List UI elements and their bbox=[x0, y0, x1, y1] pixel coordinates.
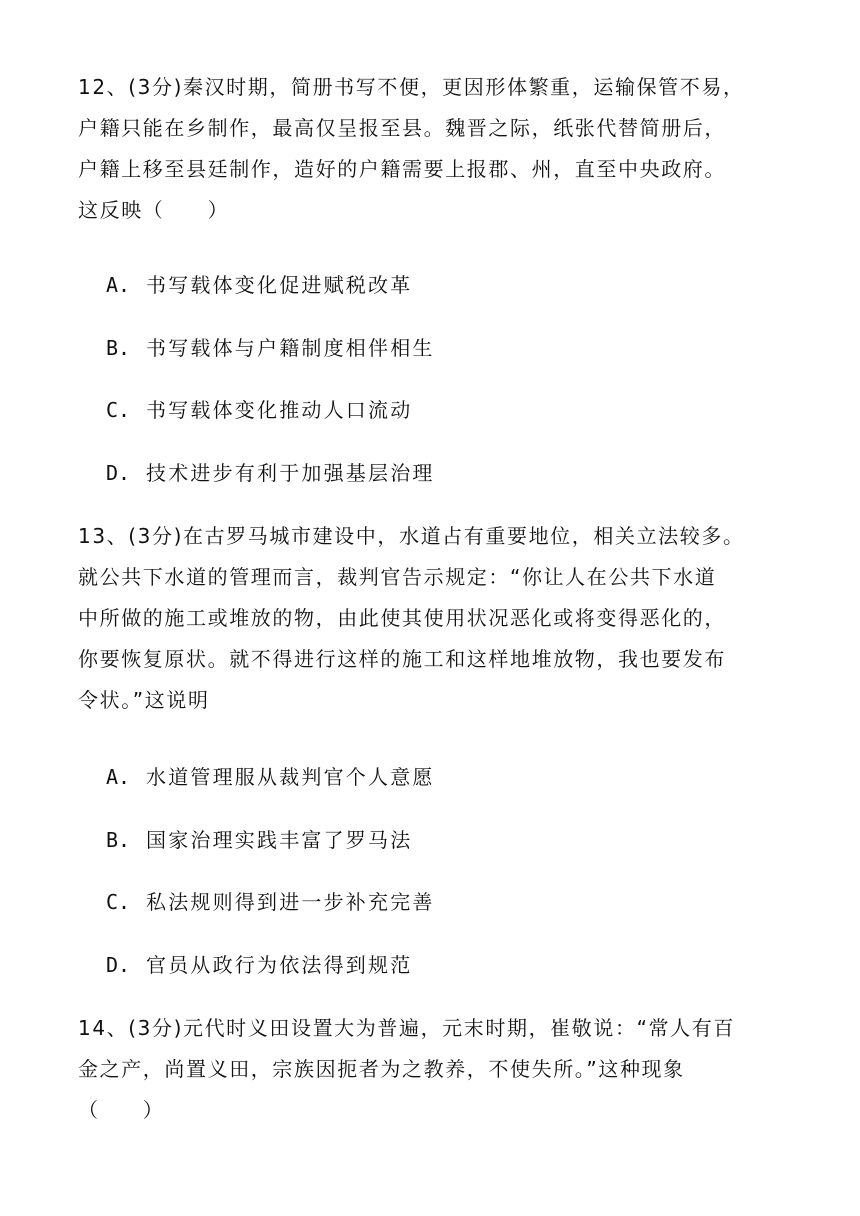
option-text: 书写载体与户籍制度相伴相生 bbox=[146, 336, 435, 360]
question-13-stem-line: 你要恢复原状。就不得进行这样的施工和这样地堆放物，我也要发布 bbox=[78, 647, 726, 671]
question-14-stem-line: 金之产，尚置义田，宗族因扼者为之教养，不使失所。”这种现象 bbox=[78, 1057, 685, 1081]
option-letter: C. bbox=[106, 398, 131, 422]
question-13-option-b[interactable] bbox=[106, 826, 412, 854]
question-12-stem-line: 户籍上移至县廷制作，造好的户籍需要上报郡、州，直至中央政府。 bbox=[78, 157, 726, 181]
question-13-stem-line: 中所做的施工或堆放的物，由此使其使用状况恶化或将变得恶化的， bbox=[78, 606, 726, 630]
option-letter: B. bbox=[106, 828, 131, 852]
option-letter: D. bbox=[106, 953, 131, 977]
question-13-stem-line: 令状。”这说明 bbox=[78, 688, 210, 712]
option-text: 书写载体变化促进赋税改革 bbox=[146, 273, 413, 297]
option-letter: B. bbox=[106, 336, 131, 360]
option-text: 书写载体变化推动人口流动 bbox=[146, 398, 413, 422]
question-12-stem-line: 这反映（ ） bbox=[78, 198, 230, 222]
option-letter: A. bbox=[106, 765, 131, 789]
question-14-stem-line: （ ） bbox=[78, 1098, 165, 1122]
question-13-option-d[interactable] bbox=[106, 951, 412, 979]
question-12-option-b[interactable] bbox=[106, 334, 435, 362]
option-letter: C. bbox=[106, 890, 131, 914]
question-12-stem-line: 户籍只能在乡制作，最高仅呈报至县。魏晋之际，纸张代替简册后， bbox=[78, 116, 726, 140]
option-text: 私法规则得到进一步补充完善 bbox=[146, 890, 435, 914]
question-13-stem-line: 就公共下水道的管理而言，裁判官告示规定：“你让人在公共下水道 bbox=[78, 565, 717, 589]
option-text: 技术进步有利于加强基层治理 bbox=[146, 461, 435, 485]
option-text: 官员从政行为依法得到规范 bbox=[146, 953, 413, 977]
question-13-option-a[interactable] bbox=[106, 763, 435, 791]
question-13-stem bbox=[78, 516, 790, 721]
question-12-option-c[interactable] bbox=[106, 396, 412, 424]
question-12-option-d[interactable] bbox=[106, 459, 435, 487]
question-12-option-a[interactable] bbox=[106, 271, 412, 299]
option-text: 国家治理实践丰富了罗马法 bbox=[146, 828, 413, 852]
question-13-option-c[interactable] bbox=[106, 888, 435, 916]
question-14-stem bbox=[78, 1008, 790, 1131]
option-letter: D. bbox=[106, 461, 131, 485]
option-letter: A. bbox=[106, 273, 131, 297]
question-14-stem-line: 14、(3分)元代时义田设置大为普遍，元末时期，崔敬说：“常人有百 bbox=[78, 1016, 735, 1040]
question-12-stem-line: 12、(3分)秦汉时期，简册书写不便，更因形体繁重，运输保管不易， bbox=[78, 75, 745, 99]
question-12-stem bbox=[78, 67, 790, 231]
question-13-stem-line: 13、(3分)在古罗马城市建设中，水道占有重要地位，相关立法较多。 bbox=[78, 524, 745, 548]
option-text: 水道管理服从裁判官个人意愿 bbox=[146, 765, 435, 789]
